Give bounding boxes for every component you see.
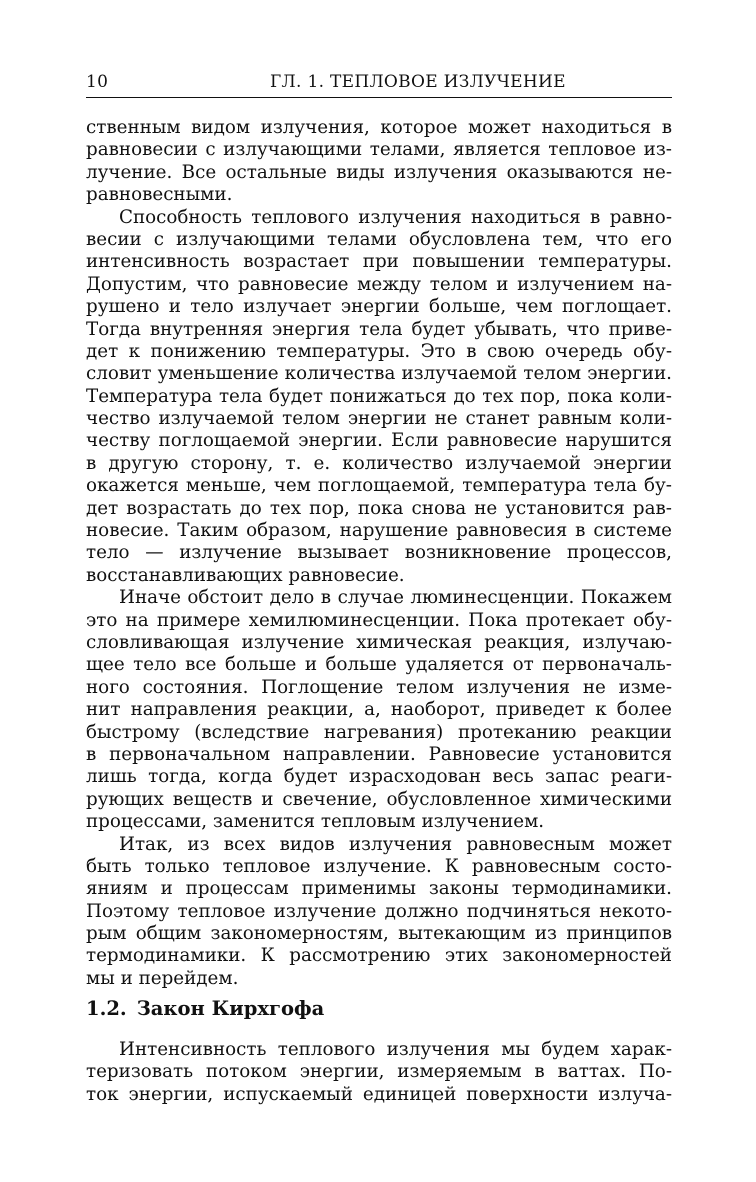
body-text bbox=[86, 117, 672, 990]
text-line: словливающая излучение химическая реакция, излучаю- bbox=[86, 631, 672, 653]
text-line: Тогда внутренняя энергия тела будет убывать, что приве- bbox=[86, 318, 672, 340]
text-line: процессами, заменится тепловым излучением. bbox=[86, 811, 545, 833]
text-line: Итак, из всех видов излучения равновесным может bbox=[119, 833, 672, 855]
paragraph-3 bbox=[86, 587, 672, 833]
section-body-text bbox=[86, 1039, 672, 1106]
text-line: чество излучаемой телом энергии не станет равным коли- bbox=[86, 408, 672, 430]
text-line: дет к понижению температуры. Это в свою очередь обу- bbox=[86, 340, 672, 362]
text-line: ток энергии, испускаемый единицей поверхности излуча- bbox=[86, 1083, 672, 1105]
paragraph-5 bbox=[86, 1039, 672, 1106]
text-line: нит направления реакции, а, наоборот, приведет к более bbox=[86, 699, 672, 721]
text-line: Иначе обстоит дело в случае люминесценции. Покажем bbox=[119, 587, 672, 609]
section-number: 1.2. bbox=[86, 997, 127, 1020]
text-line: Интенсивность теплового излучения мы будем харак- bbox=[119, 1039, 672, 1060]
text-line: Способность теплового излучения находиться в равно- bbox=[119, 206, 672, 228]
text-line: весии с излучающими телами обусловлена тем, что его bbox=[86, 228, 672, 250]
text-line: рующих веществ и свечение, обусловленное химическими bbox=[86, 788, 672, 810]
text-line: тело — излучение вызывает возникновение процессов, bbox=[86, 542, 672, 564]
text-line: ственным видом излучения, которое может находиться в bbox=[86, 117, 672, 138]
text-line: лучение. Все остальные виды излучения оказываются не- bbox=[86, 161, 672, 183]
page-header bbox=[86, 72, 672, 94]
page-number: 10 bbox=[86, 72, 109, 92]
text-line: честву поглощаемой энергии. Если равновесие нарушится bbox=[86, 430, 672, 452]
text-line: лишь тогда, когда будет израсходован весь запас реаги- bbox=[86, 766, 672, 788]
text-line: равновесии с излучающими телами, является тепловое из- bbox=[86, 139, 672, 161]
text-line: яниям и процессам применимы законы термодинамики. bbox=[86, 878, 672, 900]
text-line: теризовать потоком энергии, измеряемым в ваттах. По- bbox=[86, 1061, 672, 1083]
text-line: равновесными. bbox=[86, 184, 233, 206]
header-rule bbox=[86, 97, 672, 98]
text-line: словит уменьшение количества излучаемой телом энергии. bbox=[86, 363, 672, 385]
text-line: термодинамики. К рассмотрению этих закономерностей bbox=[86, 945, 672, 967]
text-line: в другую сторону, т. е. количество излучаемой энергии bbox=[86, 452, 672, 474]
section-title: Закон Кирхгофа bbox=[136, 997, 325, 1020]
paragraph-4 bbox=[86, 834, 672, 991]
paragraph-1 bbox=[86, 117, 672, 207]
text-line: в первоначальном направлении. Равновесие установится bbox=[86, 743, 672, 765]
text-line: Поэтому тепловое излучение должно подчиняться некото- bbox=[86, 900, 672, 922]
text-line: щее тело все больше и больше удаляется от первоначаль- bbox=[86, 654, 672, 676]
text-line: рым общим закономерностям, вытекающим из принципов bbox=[86, 923, 672, 945]
text-line: окажется меньше, чем поглощаемой, температура тела бу- bbox=[86, 475, 672, 497]
text-line: быстрому (вследствие нагревания) протеканию реакции bbox=[86, 721, 672, 743]
text-line: Температура тела будет понижаться до тех пор, пока коли- bbox=[86, 385, 672, 407]
text-line: это на примере хемилюминесценции. Пока протекает обу- bbox=[86, 609, 672, 631]
text-line: ного состояния. Поглощение телом излучения не изме- bbox=[86, 676, 672, 698]
text-line: интенсивность возрастает при повышении температуры. bbox=[86, 251, 672, 273]
running-title: ГЛ. 1. ТЕПЛОВОЕ ИЗЛУЧЕНИЕ bbox=[270, 72, 566, 92]
text-line: восстанавливающих равновесие. bbox=[86, 564, 405, 586]
text-line: быть только тепловое излучение. К равновесным состо- bbox=[86, 855, 672, 877]
text-line: новесие. Таким образом, нарушение равновесия в системе bbox=[86, 520, 672, 542]
text-line: рушено и тело излучает энергии больше, чем поглощает. bbox=[86, 296, 672, 318]
text-line: Допустим, что равновесие между телом и излучением на- bbox=[86, 273, 672, 295]
paragraph-2 bbox=[86, 207, 672, 588]
text-line: мы и перейдем. bbox=[86, 967, 239, 989]
section-heading bbox=[86, 997, 324, 1020]
text-line: дет возрастать до тех пор, пока снова не установится рав- bbox=[86, 497, 672, 519]
